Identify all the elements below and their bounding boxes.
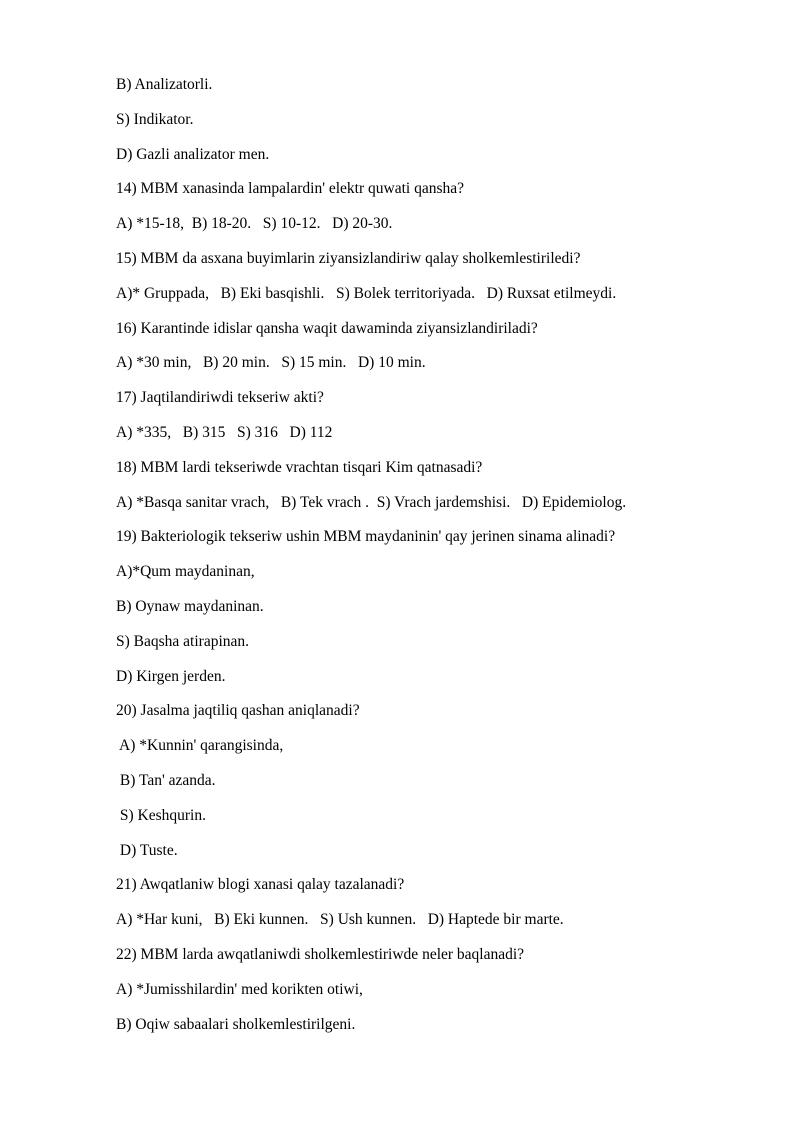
answer-option-line: S) Indikator.	[116, 110, 194, 128]
answer-option-line: B) Tan' azanda.	[116, 771, 216, 789]
answer-options-line: A)* Gruppada, B) Eki basqishli. S) Bolek territoriyada. D) Ruxsat etilmeydi.	[116, 284, 617, 302]
question-line: 17) Jaqtilandiriwdi tekseriw akti?	[116, 389, 324, 407]
answer-options-line: A) *30 min, B) 20 min. S) 15 min. D) 10 min.	[116, 354, 426, 372]
answer-option-line: D) Kirgen jerden.	[116, 667, 226, 685]
question-line: 22) MBM larda awqatlaniwdi sholkemlestiriwde neler baqlanadi?	[116, 945, 525, 963]
document-body	[116, 74, 756, 1048]
answer-option-line: S) Baqsha atirapinan.	[116, 632, 250, 650]
question-line: 16) Karantinde idislar qansha waqit dawaminda ziyansizlandiriladi?	[116, 319, 538, 337]
answer-options-line: A) *Basqa sanitar vrach, B) Tek vrach . S) Vrach jardemshisi. D) Epidemiolog.	[116, 493, 627, 511]
answer-options-line: A) *Har kuni, B) Eki kunnen. S) Ush kunnen. D) Haptede bir marte.	[116, 911, 564, 929]
answer-options-line: A) *15-18, B) 18-20. S) 10-12. D) 20-30.	[116, 215, 393, 233]
answer-option-line: S) Keshqurin.	[116, 806, 206, 824]
question-line: 15) MBM da asxana buyimlarin ziyansizlandiriw qalay sholkemlestiriledi?	[116, 249, 581, 267]
answer-options-line: A) *335, B) 315 S) 316 D) 112	[116, 423, 333, 441]
answer-option-line: B) Analizatorli.	[116, 76, 213, 93]
question-line: 14) MBM xanasinda lampalardin' elektr quwati qansha?	[116, 180, 465, 198]
answer-option-line: D) Tuste.	[116, 841, 178, 859]
answer-option-line: A)*Qum maydaninan,	[116, 563, 255, 581]
question-line: 18) MBM lardi tekseriwde vrachtan tisqari Kim qatnasadi?	[116, 458, 483, 476]
question-line: 20) Jasalma jaqtiliq qashan aniqlanadi?	[116, 702, 360, 720]
question-line: 19) Bakteriologik tekseriw ushin MBM maydaninin' qay jerinen sinama alinadi?	[116, 528, 616, 546]
answer-option-line: A) *Jumisshilardin' med korikten otiwi,	[116, 980, 363, 998]
answer-option-line: B) Oynaw maydaninan.	[116, 597, 264, 615]
question-line: 21) Awqatlaniw blogi xanasi qalay tazalanadi?	[116, 876, 405, 894]
answer-option-line: A) *Kunnin' qarangisinda,	[116, 737, 284, 755]
answer-option-line: B) Oqiw sabaalari sholkemlestirilgeni.	[116, 1015, 356, 1033]
answer-option-line: D) Gazli analizator men.	[116, 145, 270, 163]
